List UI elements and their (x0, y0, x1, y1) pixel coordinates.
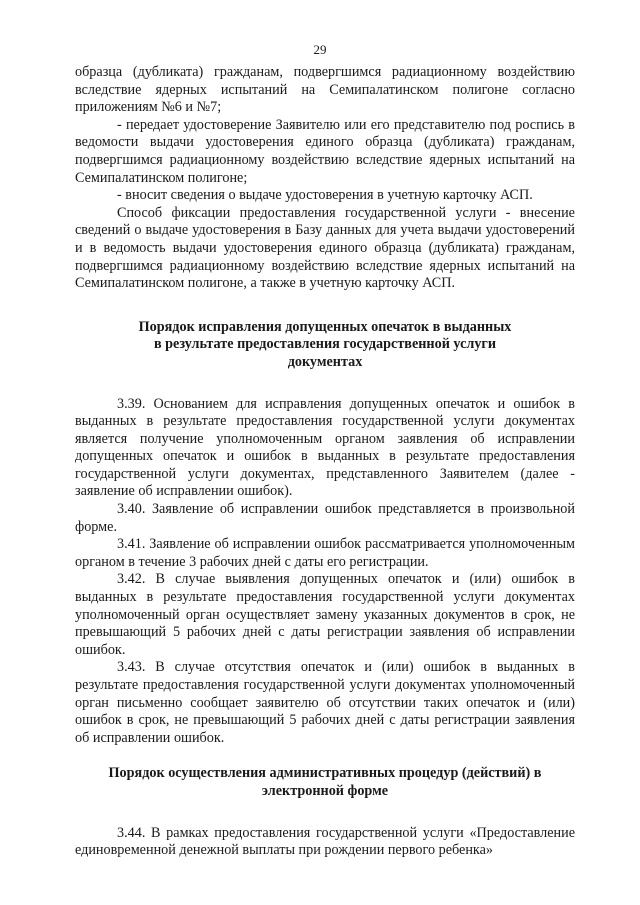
section-heading-electronic (75, 765, 575, 800)
paragraph-3-42: 3.42. В случае выявления допущенных опечаток и (или) ошибок в выданных в результате предоставления государственной услуги документах уполномоченный орган осуществляет замену указанных документов в срок, не превышающий 5 рабочих дней с даты регистрации заявления об исправлении ошибок. (75, 571, 575, 658)
heading-line: в результате предоставления государственной услуги (153, 336, 497, 353)
fixation-paragraph: Способ фиксации предоставления государственной услуги - внесение сведений о выдаче удостоверения в Базу данных для учета выдачи удостоверений и в ведомость выдачи удостоверения единого образца (дубликата) гражданам, подвергшимся радиационному воздействию вследствие ядерных испытаний на Семипалатинском полигоне, а также в учетную карточку АСП. (75, 204, 575, 292)
paragraph-3-40: 3.40. Заявление об исправлении ошибок представляется в произвольной форме. (75, 501, 575, 535)
heading-line: Порядок исправления допущенных опечаток в выданных (138, 318, 512, 335)
page-number: 29 (313, 42, 327, 57)
paragraph-3-43: 3.43. В случае отсутствия опечаток и (или) ошибок в выданных в результате предоставления государственной услуги документах уполномоченный орган письменно сообщает заявителю об отсутствии таких опечаток и (или) ошибок в срок, не превышающий 5 рабочих дней с даты регистрации заявления об исправлении ошибок. (75, 659, 575, 746)
paragraph-3-39: 3.39. Основанием для исправления допущенных опечаток и ошибок в выданных в результате предоставления государственной услуги документах является получение уполномоченным органом заявления об исправлении допущенных опечаток и ошибок в выданных в результате предоставления государственной услуги документах, представленного Заявителем (далее - заявление об исправлении ошибок). (75, 395, 575, 500)
continuation-paragraph: образца (дубликата) гражданам, подвергшимся радиационному воздействию вследствие ядерных испытаний на Семипалатинском полигоне согласно приложениям №6 и №7; (75, 64, 575, 116)
paragraph-3-41: 3.41. Заявление об исправлении ошибок рассматривается уполномоченным органом в течение 3 рабочих дней с даты его регистрации. (75, 536, 575, 570)
section-heading-corrections (75, 319, 575, 372)
heading-line: электронной форме (261, 782, 389, 799)
heading-line: Порядок осуществления административных процедур (действий) в (108, 765, 542, 782)
list-item: - вносит сведения о выдаче удостоверения в учетную карточку АСП. (117, 187, 533, 204)
paragraph-3-44: 3.44. В рамках предоставления государственной услуги «Предоставление единовременной денежной выплаты при рождении первого ребенка» (75, 824, 575, 859)
page-content (75, 64, 575, 860)
list-item: - передает удостоверение Заявителю или его представителю под роспись в ведомости выдачи удостоверения единого образца (дубликата) гражданам, подвергшимся радиационному воздействию вследствие ядерных испытаний на Семипалатинском полигоне; (75, 116, 575, 186)
heading-line: документах (287, 353, 363, 370)
